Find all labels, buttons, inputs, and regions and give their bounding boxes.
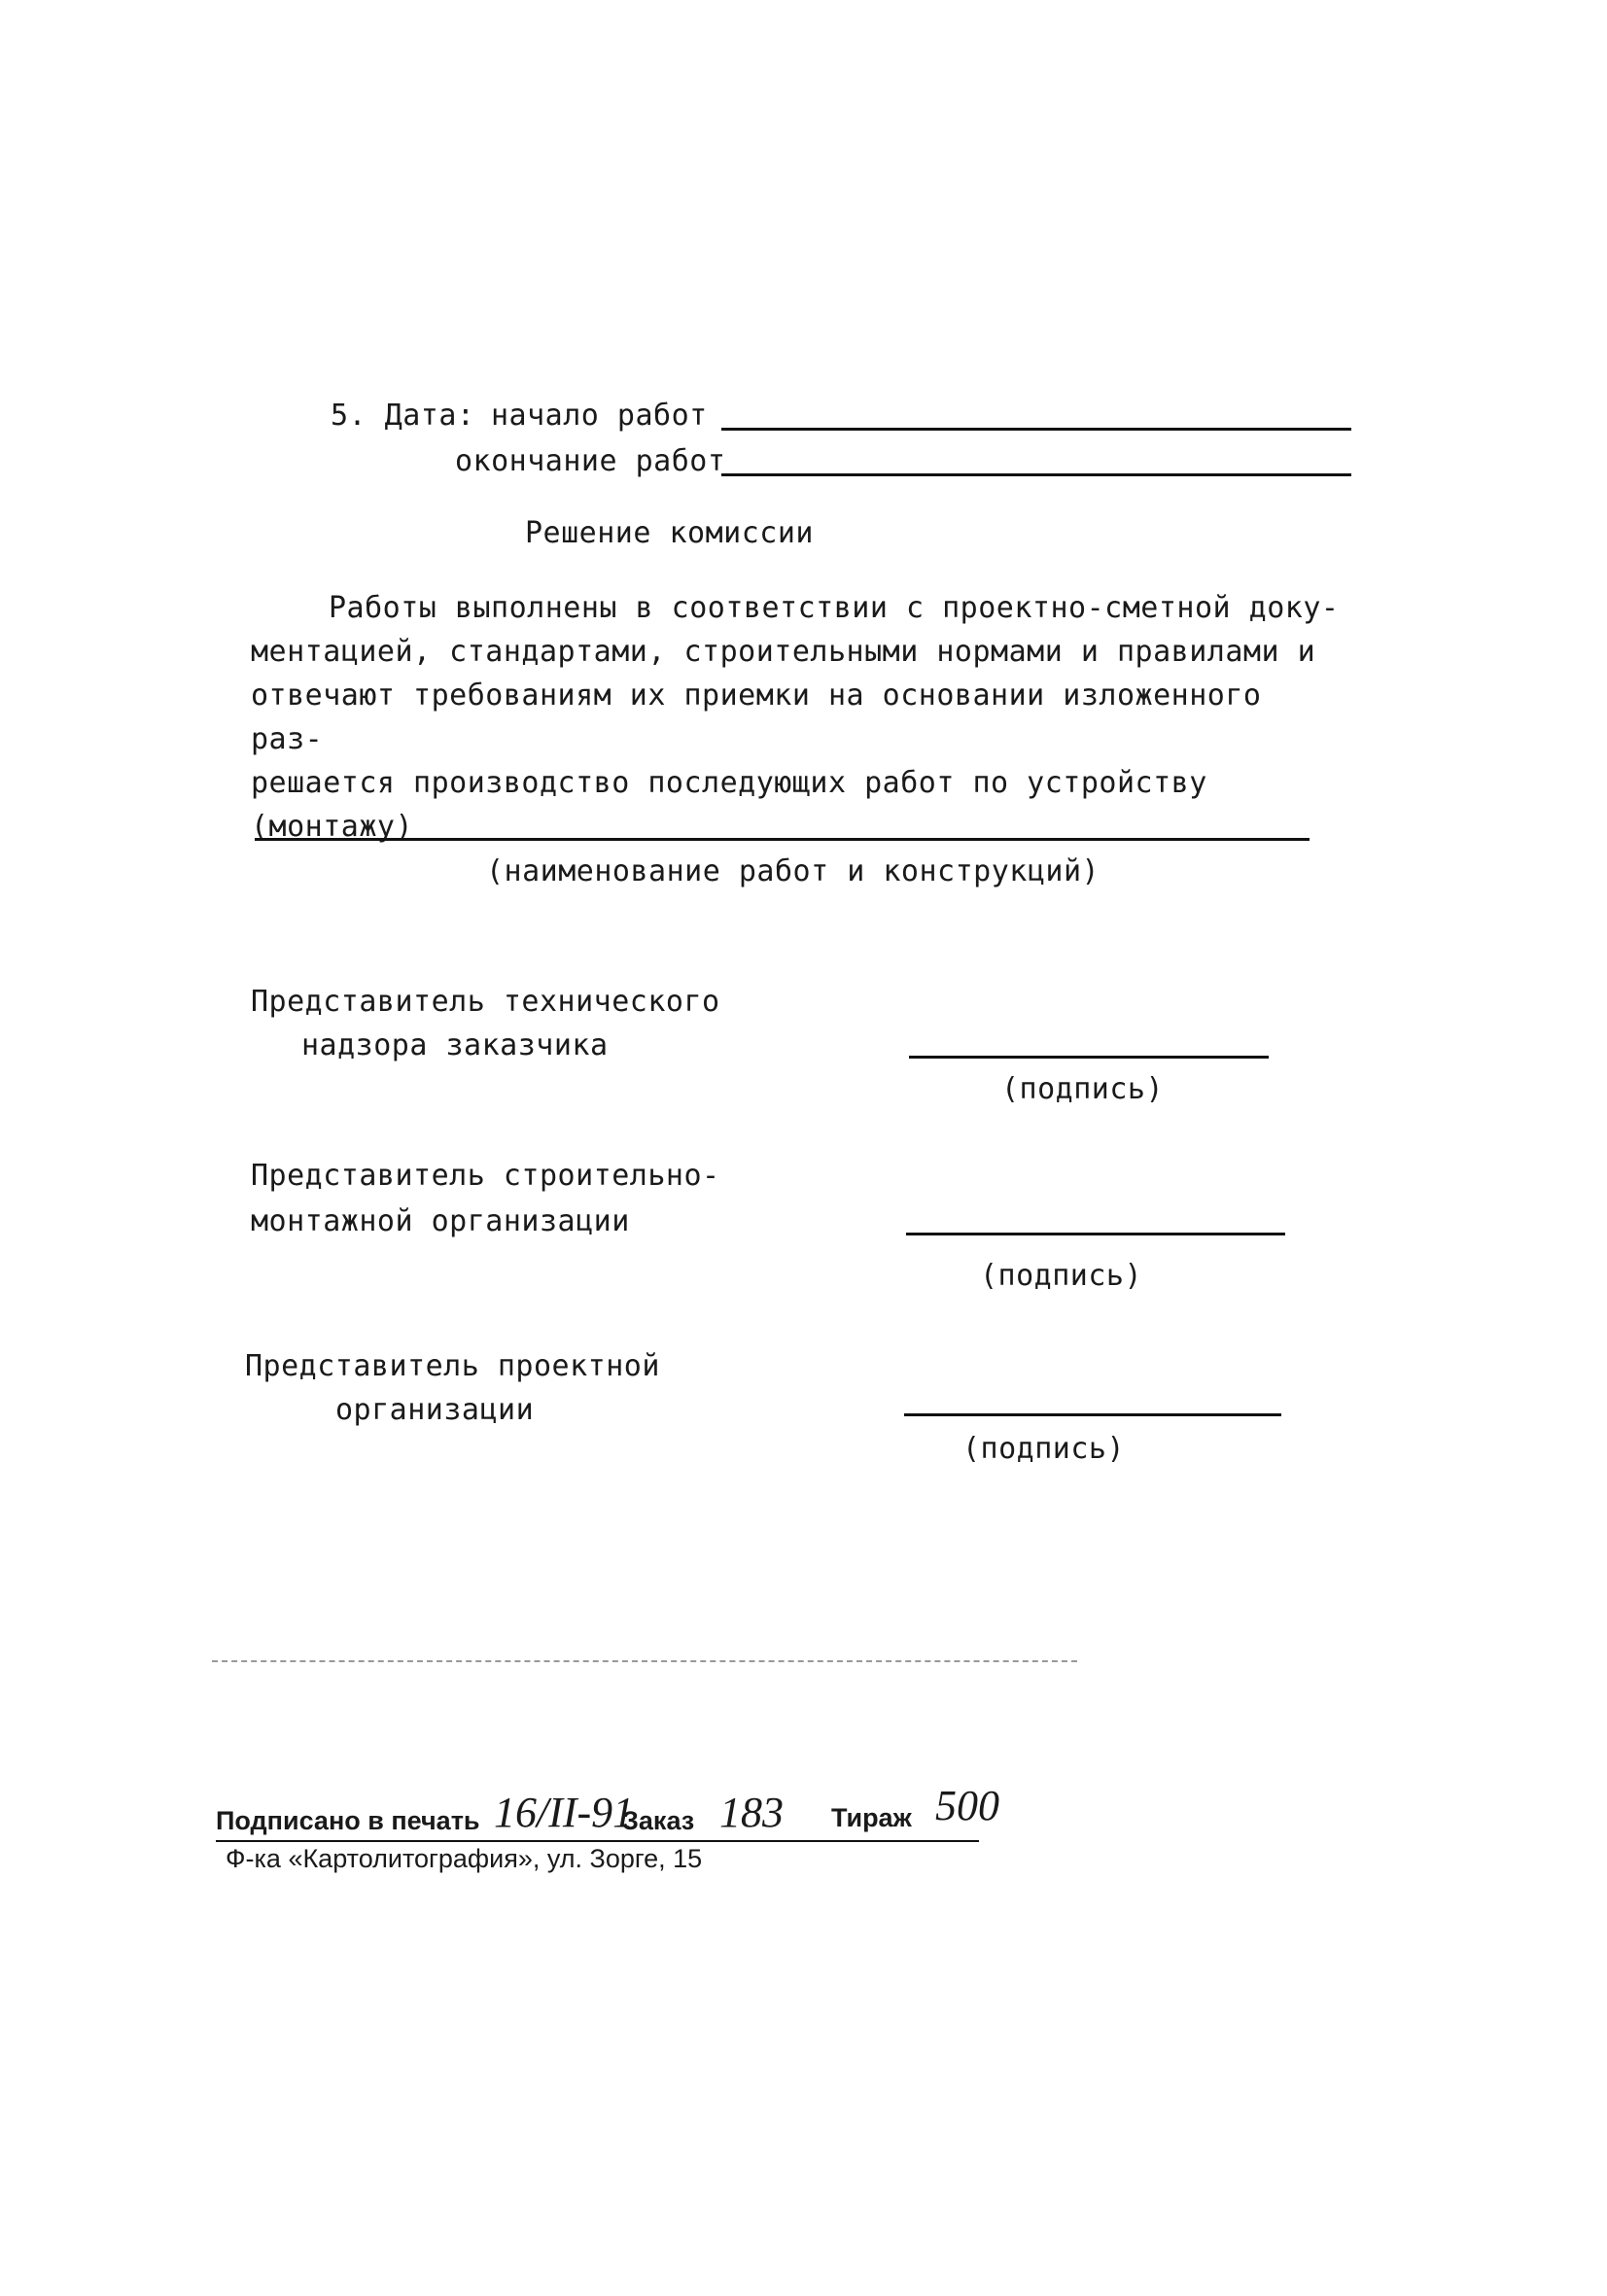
signatory-3-title: Представитель проектной bbox=[245, 1349, 660, 1383]
signed-for-print-label: Подписано в печать bbox=[216, 1806, 480, 1835]
works-name-line bbox=[255, 838, 1310, 841]
decision-line: решается производство последующих работ по устройству bbox=[251, 766, 1207, 800]
start-date-label: начало работ bbox=[491, 399, 708, 433]
printer-address: Ф-ка «Картолитография», ул. Зорге, 15 bbox=[226, 1844, 703, 1873]
signature-1-caption: (подпись) bbox=[1001, 1072, 1165, 1106]
decision-line: Работы выполнены в соответствии с проектно-сметной доку- bbox=[329, 591, 1340, 625]
end-date-label: окончание работ bbox=[455, 444, 726, 478]
start-date-line bbox=[721, 428, 1351, 431]
signatory-2-org: монтажной организации bbox=[251, 1204, 630, 1238]
signature-3-caption: (подпись) bbox=[962, 1432, 1126, 1466]
signature-3-line bbox=[904, 1413, 1281, 1416]
section5-label: 5. Дата: bbox=[331, 399, 475, 433]
signed-date-handwritten: 16/II-91 bbox=[494, 1789, 635, 1836]
print-run-label: Тираж bbox=[831, 1803, 912, 1832]
signature-2-line bbox=[906, 1233, 1285, 1235]
signatory-1-org: надзора заказчика bbox=[301, 1028, 609, 1062]
end-date-line bbox=[721, 473, 1351, 476]
separator-line bbox=[212, 1660, 1077, 1662]
signatory-3-org: организации bbox=[335, 1393, 535, 1427]
order-number-handwritten: 183 bbox=[719, 1789, 784, 1836]
decision-line: (монтажу) bbox=[251, 810, 414, 844]
works-name-caption: (наименование работ и конструкций) bbox=[486, 854, 1100, 888]
signature-1-line bbox=[909, 1056, 1269, 1059]
order-label: Заказ bbox=[622, 1806, 695, 1835]
signatory-1-title: Представитель технического bbox=[251, 985, 720, 1019]
decision-line: ментацией, стандартами, строительными нормами и правилами и bbox=[251, 635, 1316, 669]
decision-title: Решение комиссии bbox=[525, 516, 814, 550]
decision-paragraph bbox=[251, 586, 1349, 849]
signatory-2-title: Представитель строительно- bbox=[251, 1159, 720, 1193]
decision-line: отвечают требованиям их приемки на основании изложенного раз- bbox=[251, 678, 1262, 756]
imprint-underline bbox=[216, 1840, 979, 1842]
signature-2-caption: (подпись) bbox=[980, 1259, 1143, 1293]
print-run-handwritten: 500 bbox=[935, 1782, 999, 1829]
